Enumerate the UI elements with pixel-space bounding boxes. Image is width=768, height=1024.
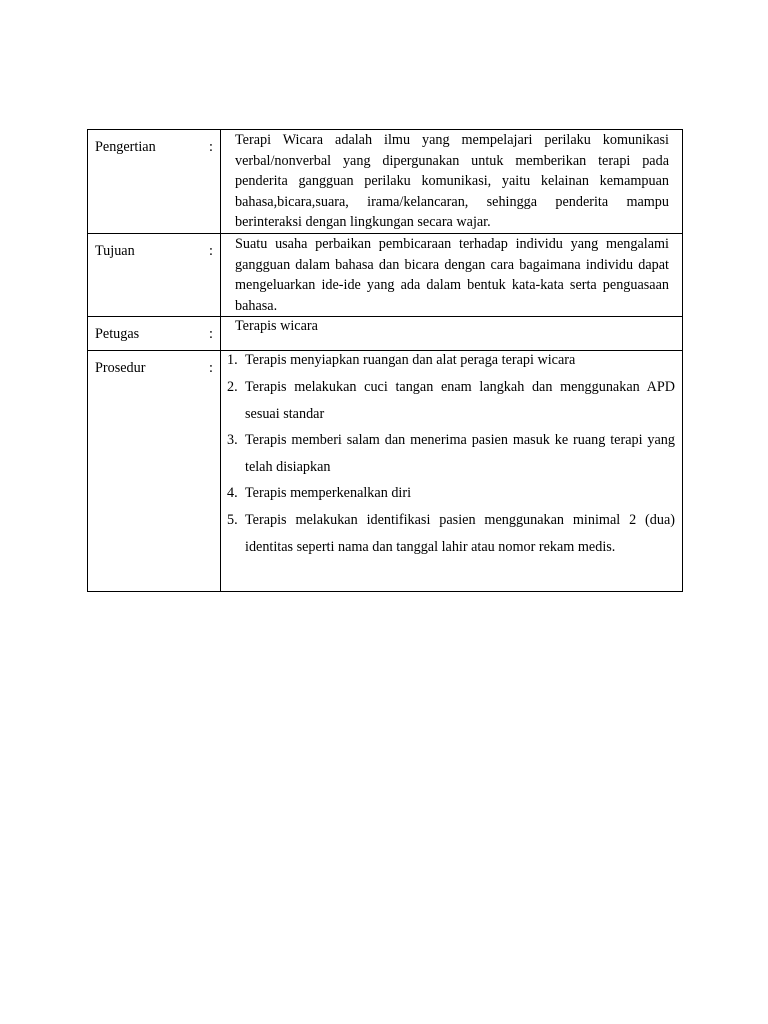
procedure-step-number: 4. [227,485,238,502]
row-pengertian [88,130,683,234]
content-cell-tujuan [221,233,683,316]
procedure-step-text: Terapis menyiapkan ruangan dan alat peraga terapi wicara [245,352,576,369]
procedure-step [227,374,675,427]
label-tujuan: Tujuan [95,242,135,259]
content-tujuan: Suatu usaha perbaikan pembicaraan terhadap individu yang mengalami gangguan dalam bahasa dan bicara dengan cara bagaimana individu dapat mengeluarkan ide-ide yang ada dalam bentuk kata-kata serta penguasaan bahasa. [235,235,669,314]
procedure-step [227,507,675,560]
colon-prosedur: : [209,360,213,377]
colon-pengertian: : [209,139,213,155]
procedure-list [221,347,682,560]
procedure-step-text: Terapis memperkenalkan diri [245,485,412,502]
label-cell-pengertian [88,130,221,234]
content-cell-pengertian [221,130,683,234]
procedure-step [227,347,675,374]
colon-tujuan: : [209,242,213,259]
colon-petugas: : [209,326,213,343]
label-cell-prosedur [88,351,221,592]
procedure-step-number: 5. [227,511,238,528]
procedure-step-number: 2. [227,378,238,395]
label-petugas: Petugas [95,326,140,343]
procedure-step-text: Terapis melakukan identifikasi pasien menggunakan minimal 2 (dua) identitas seperti nama dan tanggal lahir atau nomor rekam medis. [245,511,675,555]
sop-table [87,129,683,592]
row-tujuan [88,233,683,316]
procedure-step [227,480,675,507]
content-cell-prosedur [221,351,683,592]
label-prosedur: Prosedur [95,360,146,377]
row-petugas [88,317,683,351]
label-pengertian: Pengertian [95,139,156,155]
procedure-step [227,427,675,480]
content-pengertian: Terapi Wicara adalah ilmu yang mempelajari perilaku komunikasi verbal/nonverbal yang dipergunakan untuk memberikan terapi pada penderita gangguan perilaku komunikasi, yaitu kelainan kemampuan bahasa,bicara,suara, irama/kelancaran, sehingga penderita mampu berinteraksi dengan lingkungan secara wajar. [235,132,669,231]
row-prosedur [88,351,683,592]
procedure-step-text: Terapis melakukan cuci tangan enam langkah dan menggunakan APD sesuai standar [245,378,675,422]
content-cell-petugas [221,317,683,351]
procedure-step-text: Terapis memberi salam dan menerima pasien masuk ke ruang terapi yang telah disiapkan [245,432,675,475]
procedure-step-number: 1. [227,352,238,369]
label-cell-tujuan [88,233,221,316]
content-petugas: Terapis wicara [235,318,318,335]
procedure-step-number: 3. [227,432,238,449]
label-cell-petugas [88,317,221,351]
